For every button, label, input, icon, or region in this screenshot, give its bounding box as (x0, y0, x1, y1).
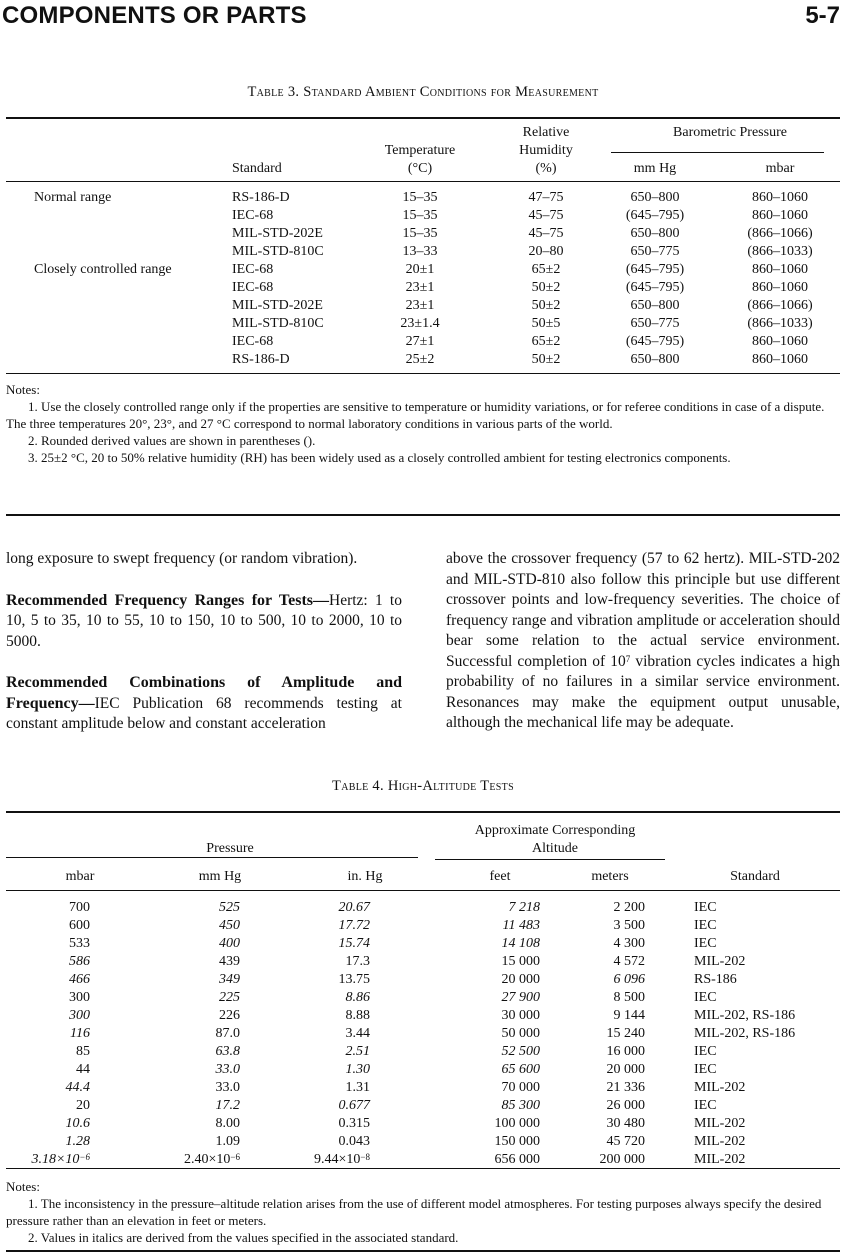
t4-cell-inhg (290, 917, 370, 935)
t4-cell-standard-value: RS-186 (694, 972, 737, 987)
t4-cell-mbar (30, 953, 90, 971)
table4-bottom-rule (6, 1168, 840, 1169)
t3-head-baro: Barometric Pressure (673, 125, 787, 140)
t4-cell-feet (440, 1151, 540, 1169)
t4-cell-feet (440, 1097, 540, 1115)
t4-cell-mmhg-value: 226 (219, 1008, 240, 1023)
t4-cell-meters-value: 3 500 (613, 918, 645, 933)
chapter-title: COMPONENTS OR PARTS (2, 2, 307, 29)
t4-cell-mbar-value: 85 (76, 1044, 90, 1059)
t4-cell-inhg-value: 0.043 (338, 1134, 370, 1149)
t4-cell-mmhg (160, 917, 240, 935)
t4-cell-meters-value: 4 300 (613, 936, 645, 951)
t4-cell-inhg (290, 1097, 370, 1115)
t4-cell-standard (694, 1061, 839, 1079)
left-paragraph-3 (6, 673, 402, 735)
right-text-b: vibration cycles indicates a high probability of no failures in a similar service environment. Resonances may make the equipment output unusable, although the mechanical life may be adequate. (446, 652, 840, 731)
t4-cell-feet (440, 989, 540, 1007)
t3-cell-mmhg: (645–795) (625, 334, 685, 349)
t3-group-normal: Normal range (34, 190, 112, 205)
t3-cell-mbar: (866–1066) (747, 226, 813, 241)
t4-cell-mbar (30, 899, 90, 917)
t4-cell-feet (440, 1061, 540, 1079)
t4-head-mbar: mbar (65, 869, 95, 884)
t4-cell-feet (440, 953, 540, 971)
t3-cell-mmhg: (645–795) (625, 280, 685, 295)
t4-cell-feet-value: 85 300 (501, 1098, 540, 1113)
t3-cell-mbar: 860–1060 (752, 190, 808, 205)
t4-cell-mbar-value: 586 (69, 954, 90, 969)
t4-head-feet: feet (489, 869, 511, 884)
t4-cell-standard (694, 971, 839, 989)
t4-cell-feet-value: 100 000 (494, 1116, 540, 1131)
t4-cell-mbar (30, 989, 90, 1007)
table4-notes (6, 1178, 840, 1246)
t4-cell-inhg-value: 17.72 (338, 918, 370, 933)
t4-cell-mmhg (160, 935, 240, 953)
t4-cell-meters (565, 1007, 645, 1025)
t3-cell-humidity: 47–75 (528, 190, 564, 205)
t4-cell-feet-value: 30 000 (501, 1008, 540, 1023)
t3-cell-standard: IEC-68 (232, 280, 274, 295)
t3-cell-mmhg: (645–795) (625, 262, 685, 277)
exponent-7: 7 (625, 653, 631, 664)
t3-cell-humidity: 50±2 (531, 352, 561, 367)
t4-head-altitude-2: Altitude (532, 841, 578, 856)
heading-frequency-ranges: Recommended Frequency Ranges for Tests— (6, 591, 330, 609)
t4-cell-standard (694, 1097, 839, 1115)
t4-cell-standard-value: IEC (694, 936, 717, 951)
heading-amplitude-frequency: Recommended Combinations of Amplitude and Frequency— (6, 674, 402, 712)
t4-cell-standard (694, 1115, 839, 1133)
t4-cell-mbar-value: 10.6 (65, 1116, 90, 1131)
t4-cell-standard (694, 935, 839, 953)
t4-cell-meters-value: 2 200 (613, 900, 645, 915)
t3-cell-humidity: 45–75 (528, 226, 564, 241)
t4-cell-feet-value: 656 000 (494, 1152, 540, 1167)
t3-cell-temperature: 25±2 (405, 352, 435, 367)
t4-cell-mmhg-value: 17.2 (215, 1098, 240, 1113)
t3-cell-humidity: 65±2 (531, 262, 561, 277)
t4-cell-inhg (290, 1151, 370, 1169)
t4-cell-mbar (30, 1007, 90, 1025)
t3-cell-mbar: 860–1060 (752, 280, 808, 295)
t3-baro-rule (611, 152, 824, 153)
table3-header-rule (6, 181, 840, 182)
table3-bottom-rule (6, 373, 840, 374)
t4-cell-standard-value: MIL-202 (694, 1152, 746, 1167)
t4-cell-mmhg-value: 439 (219, 954, 240, 969)
t4-cell-meters (565, 989, 645, 1007)
t4-cell-standard-value: MIL-202 (694, 1134, 746, 1149)
t4-cell-inhg (290, 1079, 370, 1097)
t4-cell-standard (694, 917, 839, 935)
t3-cell-standard: IEC-68 (232, 208, 274, 223)
t4-note-1: 1. The inconsistency in the pressure–altitude relation arises from the use of different model atmospheres. For testing purposes always specify the desired pressure rather than an elevation in feet or meters. (6, 1196, 822, 1228)
t4-cell-meters (565, 917, 645, 935)
t4-cell-standard-value: MIL-202 (694, 1080, 746, 1095)
t4-cell-mbar-value: 44 (76, 1062, 90, 1077)
t4-cell-feet-value: 52 500 (501, 1044, 540, 1059)
t4-cell-meters-value: 21 336 (606, 1080, 645, 1095)
t4-cell-standard-value: MIL-202 (694, 1116, 746, 1131)
t4-cell-mmhg (160, 1007, 240, 1025)
t4-cell-mmhg-value: 33.0 (215, 1062, 240, 1077)
t4-cell-mbar (30, 1043, 90, 1061)
amplitude-frequency-text: IEC Publication 68 recommends testing at constant amplitude below and constant acceleration (6, 694, 402, 732)
t4-cell-mbar-value: 3.18×10 (31, 1152, 80, 1167)
t4-cell-mmhg-exponent: −6 (230, 1152, 240, 1162)
t4-cell-meters (565, 1151, 645, 1169)
t4-cell-inhg-value: 13.75 (338, 972, 370, 987)
t4-cell-mmhg-value: 525 (219, 900, 240, 915)
t4-cell-mbar (30, 917, 90, 935)
t3-cell-temperature: 23±1 (405, 280, 435, 295)
t3-cell-mmhg: 650–800 (630, 298, 680, 313)
t4-cell-inhg-value: 8.88 (345, 1008, 370, 1023)
t3-cell-standard: MIL-STD-202E (232, 298, 323, 313)
t3-cell-standard: IEC-68 (232, 334, 274, 349)
t4-cell-standard-value: MIL-202, RS-186 (694, 1026, 796, 1041)
t4-cell-mbar-value: 466 (69, 972, 90, 987)
right-text-a: above the crossover frequency (57 to 62 hertz). MIL-STD-202 and MIL-STD-810 also follow this principle but use different crossover points and low-frequency severities. The choice of frequency range and vibration amplitude or acceleration should bear some relation to the actual service environment. Successful completion of 10 (446, 550, 840, 670)
t4-cell-standard-value: MIL-202 (694, 954, 746, 969)
t4-cell-inhg-value: 0.677 (338, 1098, 370, 1113)
t4-cell-standard (694, 1079, 839, 1097)
t4-cell-standard-value: IEC (694, 900, 717, 915)
t3-cell-temperature: 13–33 (402, 244, 438, 259)
t4-head-altitude-1: Approximate Corresponding (474, 823, 636, 838)
t3-cell-temperature: 23±1.4 (400, 316, 440, 331)
t4-pressure-rule (6, 857, 418, 858)
t3-cell-temperature: 20±1 (405, 262, 435, 277)
t4-cell-feet (440, 971, 540, 989)
t4-cell-mbar-value: 533 (69, 936, 90, 951)
t3-head-temp-2: (°C) (407, 161, 433, 176)
t3-cell-standard: MIL-STD-202E (232, 226, 323, 241)
t4-cell-inhg-exponent: −8 (360, 1152, 370, 1162)
t4-cell-inhg-value: 17.3 (345, 954, 370, 969)
t4-cell-feet (440, 1007, 540, 1025)
t4-cell-meters (565, 1115, 645, 1133)
t3-cell-mbar: 860–1060 (752, 262, 808, 277)
t3-cell-humidity: 20–80 (528, 244, 564, 259)
t4-head-inhg: in. Hg (347, 869, 383, 884)
table4-caption: Table 4. High-Altitude Tests (332, 778, 514, 794)
t4-cell-standard (694, 953, 839, 971)
t4-cell-mbar-value: 300 (69, 1008, 90, 1023)
left-paragraph-2 (6, 591, 402, 653)
t4-cell-inhg-value: 9.44×10 (314, 1152, 361, 1167)
table4-top-rule (6, 811, 840, 813)
t4-cell-mmhg (160, 1079, 240, 1097)
t4-cell-feet-value: 20 000 (501, 972, 540, 987)
t4-cell-mbar-value: 600 (69, 918, 90, 933)
t3-cell-mmhg: (645–795) (625, 208, 685, 223)
t4-cell-meters-value: 15 240 (606, 1026, 645, 1041)
t4-cell-meters (565, 1079, 645, 1097)
t4-cell-feet (440, 1025, 540, 1043)
t4-cell-feet (440, 1043, 540, 1061)
t4-cell-feet-value: 70 000 (501, 1080, 540, 1095)
t4-cell-feet (440, 899, 540, 917)
t4-cell-feet (440, 1115, 540, 1133)
table3-end-rule (6, 514, 840, 516)
left-column (6, 549, 402, 735)
t3-cell-standard: RS-186-D (232, 352, 290, 367)
t4-altitude-rule (435, 859, 665, 860)
t4-cell-standard-value: IEC (694, 918, 717, 933)
t3-cell-mmhg: 650–800 (630, 226, 680, 241)
t4-cell-mmhg-value: 63.8 (215, 1044, 240, 1059)
t4-cell-inhg-value: 0.315 (338, 1116, 370, 1131)
t4-cell-mbar (30, 1115, 90, 1133)
t4-cell-meters-value: 30 480 (606, 1116, 645, 1131)
t4-cell-mmhg (160, 1133, 240, 1151)
t4-cell-meters (565, 953, 645, 971)
table3-top-rule (6, 117, 840, 119)
t4-cell-feet (440, 917, 540, 935)
t4-cell-inhg (290, 1133, 370, 1151)
t4-cell-mmhg (160, 1025, 240, 1043)
t4-cell-meters-value: 45 720 (606, 1134, 645, 1149)
t4-cell-feet-value: 15 000 (501, 954, 540, 969)
t4-cell-mbar (30, 1079, 90, 1097)
t4-cell-mbar (30, 1097, 90, 1115)
t3-cell-mmhg: 650–775 (630, 316, 680, 331)
t4-cell-meters (565, 935, 645, 953)
table3-caption: Table 3. Standard Ambient Conditions for Measurement (247, 84, 599, 100)
t4-cell-meters-value: 26 000 (606, 1098, 645, 1113)
t4-cell-inhg (290, 989, 370, 1007)
t4-cell-meters-value: 20 000 (606, 1062, 645, 1077)
t4-head-meters: meters (591, 869, 629, 884)
t4-cell-meters-value: 6 096 (613, 972, 645, 987)
t4-cell-feet-value: 11 483 (502, 918, 540, 933)
t4-note-2: 2. Values in italics are derived from the values specified in the associated standard. (28, 1230, 459, 1245)
t4-cell-inhg-value: 3.44 (345, 1026, 370, 1041)
t4-cell-mmhg-value: 225 (219, 990, 240, 1005)
t4-cell-mbar-value: 300 (69, 990, 90, 1005)
t4-cell-meters-value: 8 500 (613, 990, 645, 1005)
t4-cell-mbar (30, 971, 90, 989)
t4-cell-mbar-value: 116 (70, 1026, 90, 1041)
t4-cell-mmhg (160, 1151, 240, 1169)
t4-cell-feet-value: 65 600 (501, 1062, 540, 1077)
t4-cell-mmhg-value: 400 (219, 936, 240, 951)
t3-cell-temperature: 23±1 (405, 298, 435, 313)
t4-cell-meters-value: 9 144 (613, 1008, 645, 1023)
t3-cell-temperature: 15–35 (402, 208, 438, 223)
t4-cell-inhg (290, 971, 370, 989)
t4-cell-feet (440, 1079, 540, 1097)
t4-cell-mbar-value: 44.4 (65, 1080, 90, 1095)
t4-cell-feet-value: 7 218 (508, 900, 540, 915)
t4-cell-mmhg-value: 349 (219, 972, 240, 987)
t3-cell-humidity: 50±2 (531, 298, 561, 313)
t3-cell-mmhg: 650–800 (630, 352, 680, 367)
t4-cell-standard (694, 1133, 839, 1151)
t4-head-standard: Standard (730, 869, 780, 884)
t4-cell-meters (565, 1133, 645, 1151)
t3-cell-humidity: 45–75 (528, 208, 564, 223)
t4-head-mmhg: mm Hg (198, 869, 242, 884)
t4-cell-mmhg (160, 989, 240, 1007)
t4-cell-meters (565, 1097, 645, 1115)
t4-cell-mbar (30, 935, 90, 953)
t4-cell-mmhg (160, 1043, 240, 1061)
t4-cell-inhg (290, 899, 370, 917)
page-number: 5-7 (805, 2, 840, 29)
frequency-ranges-text: Hertz: 1 to 10, 5 to 35, 10 to 55, 10 to 150, 10 to 500, 10 to 2000, 10 to 5000. (6, 591, 402, 650)
t4-cell-mbar (30, 1061, 90, 1079)
t4-cell-standard (694, 1151, 839, 1169)
t4-cell-inhg (290, 935, 370, 953)
t4-cell-mbar-exponent: −6 (79, 1152, 90, 1162)
t4-cell-mmhg-value: 8.00 (215, 1116, 240, 1131)
t4-cell-feet-value: 27 900 (501, 990, 540, 1005)
t3-group-controlled: Closely controlled range (34, 262, 172, 277)
t3-head-temp-1: Temperature (384, 143, 456, 158)
t3-cell-mmhg: 650–800 (630, 190, 680, 205)
t3-head-mbar: mbar (765, 161, 795, 176)
t4-cell-mmhg (160, 1115, 240, 1133)
t3-note-2: 2. Rounded derived values are shown in parentheses (). (28, 433, 316, 448)
t3-cell-standard: MIL-STD-810C (232, 244, 324, 259)
t4-cell-mmhg (160, 953, 240, 971)
t4-cell-inhg-value: 1.30 (345, 1062, 370, 1077)
t4-cell-meters (565, 1043, 645, 1061)
t3-cell-temperature: 15–35 (402, 190, 438, 205)
table4-end-rule (6, 1250, 840, 1252)
t4-cell-standard (694, 989, 839, 1007)
t4-cell-mbar (30, 1151, 90, 1169)
t4-cell-meters-value: 16 000 (606, 1044, 645, 1059)
table4-header-rule (6, 890, 840, 891)
t4-cell-inhg (290, 1025, 370, 1043)
t4-cell-inhg (290, 1061, 370, 1079)
t4-cell-inhg (290, 1043, 370, 1061)
t3-head-mmhg: mm Hg (633, 161, 677, 176)
t4-cell-mbar (30, 1133, 90, 1151)
t3-head-standard: Standard (232, 161, 282, 176)
t3-cell-humidity: 50±5 (531, 316, 561, 331)
page-header (0, 0, 846, 30)
t3-head-rh-2: Humidity (519, 143, 573, 158)
t4-cell-feet-value: 14 108 (501, 936, 540, 951)
t3-note-1: 1. Use the closely controlled range only if the properties are sensitive to temperature or humidity variations, or for referee conditions in case of a dispute. The three temperatures 20°, 23°, and 27 °C correspond to normal laboratory conditions in various parts of the world. (6, 399, 825, 431)
t4-cell-meters-value: 4 572 (613, 954, 645, 969)
t4-cell-feet-value: 150 000 (494, 1134, 540, 1149)
t4-cell-feet (440, 935, 540, 953)
t3-cell-mbar: (866–1033) (747, 244, 813, 259)
t4-cell-meters (565, 899, 645, 917)
t3-cell-temperature: 15–35 (402, 226, 438, 241)
t4-cell-mmhg (160, 1097, 240, 1115)
t4-cell-meters (565, 1025, 645, 1043)
t3-notes-label: Notes: (6, 382, 40, 397)
t3-head-rh-1: Relative (522, 125, 570, 140)
t4-cell-mmhg (160, 1061, 240, 1079)
right-column (446, 549, 840, 734)
t4-cell-meters-value: 200 000 (599, 1152, 645, 1167)
t4-cell-mmhg-value: 87.0 (215, 1026, 240, 1041)
t3-cell-standard: MIL-STD-810C (232, 316, 324, 331)
t4-cell-standard (694, 1043, 839, 1061)
t4-notes-label: Notes: (6, 1179, 40, 1194)
t3-cell-mbar: (866–1033) (747, 316, 813, 331)
t3-note-3: 3. 25±2 °C, 20 to 50% relative humidity (RH) has been widely used as a closely controlled ambient for testing electronics components. (28, 450, 731, 465)
t4-cell-feet-value: 50 000 (501, 1026, 540, 1041)
t4-cell-meters (565, 1061, 645, 1079)
t4-cell-standard-value: MIL-202, RS-186 (694, 1008, 796, 1023)
t3-cell-mbar: (866–1066) (747, 298, 813, 313)
t4-cell-standard (694, 899, 839, 917)
t4-cell-mmhg-value: 2.40×10 (184, 1152, 231, 1167)
t3-cell-mmhg: 650–775 (630, 244, 680, 259)
t4-cell-standard-value: IEC (694, 1098, 717, 1113)
t4-cell-standard (694, 1007, 839, 1025)
t4-cell-inhg (290, 1007, 370, 1025)
t4-cell-mmhg-value: 1.09 (215, 1134, 240, 1149)
t4-cell-inhg (290, 953, 370, 971)
t3-head-rh-3: (%) (535, 161, 557, 176)
t4-cell-inhg-value: 8.86 (345, 990, 370, 1005)
right-paragraph-1 (446, 549, 840, 734)
t4-cell-standard-value: IEC (694, 1044, 717, 1059)
t3-cell-standard: IEC-68 (232, 262, 274, 277)
t4-cell-inhg-value: 20.67 (338, 900, 370, 915)
t3-cell-temperature: 27±1 (405, 334, 435, 349)
t4-cell-feet (440, 1133, 540, 1151)
t4-cell-inhg-value: 1.31 (345, 1080, 370, 1095)
t3-cell-humidity: 50±2 (531, 280, 561, 295)
t3-cell-mbar: 860–1060 (752, 334, 808, 349)
t4-head-pressure: Pressure (206, 841, 254, 856)
t4-cell-mbar-value: 700 (69, 900, 90, 915)
t4-cell-inhg-value: 2.51 (345, 1044, 370, 1059)
table3-notes (6, 381, 840, 466)
t4-cell-mbar (30, 1025, 90, 1043)
t3-cell-humidity: 65±2 (531, 334, 561, 349)
t4-cell-standard (694, 1025, 839, 1043)
t4-cell-mbar-value: 20 (76, 1098, 90, 1113)
t4-cell-meters (565, 971, 645, 989)
t3-cell-mbar: 860–1060 (752, 208, 808, 223)
t4-cell-standard-value: IEC (694, 990, 717, 1005)
left-paragraph-1: long exposure to swept frequency (or random vibration). (6, 550, 358, 567)
t4-cell-mmhg (160, 899, 240, 917)
t3-cell-standard: RS-186-D (232, 190, 290, 205)
t4-cell-mmhg-value: 33.0 (215, 1080, 240, 1095)
t4-cell-mbar-value: 1.28 (65, 1134, 90, 1149)
t4-cell-mmhg (160, 971, 240, 989)
t4-cell-mmhg-value: 450 (219, 918, 240, 933)
t4-cell-inhg (290, 1115, 370, 1133)
t3-cell-mbar: 860–1060 (752, 352, 808, 367)
t4-cell-standard-value: IEC (694, 1062, 717, 1077)
t4-cell-inhg-value: 15.74 (338, 936, 370, 951)
